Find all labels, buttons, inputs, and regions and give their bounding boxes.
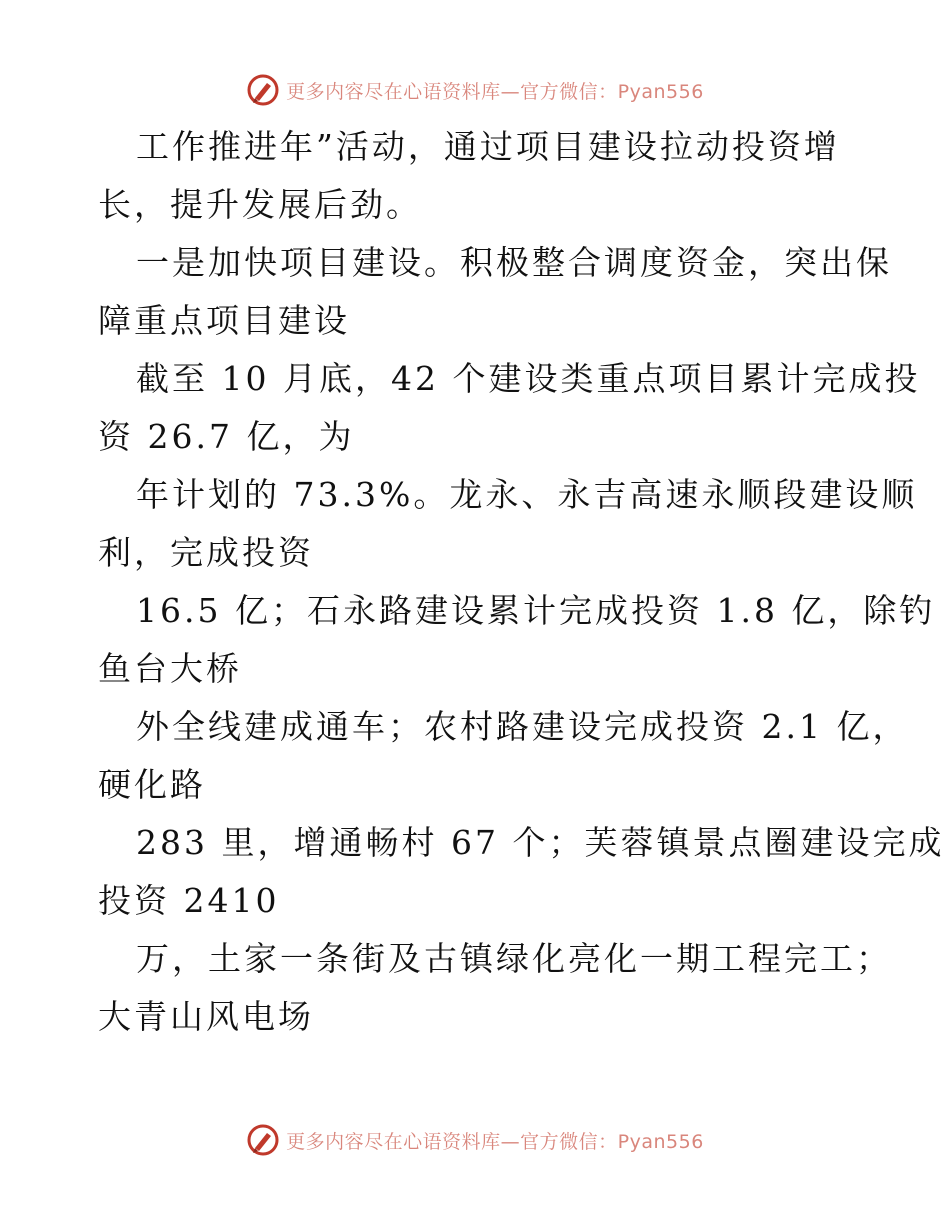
text-line: 工作推进年”活动，通过项目建设拉动投资增 (136, 127, 840, 166)
text-line: 一是加快项目建设。积极整合调度资金，突出保 (136, 243, 892, 282)
text-line: 长，提升发展后劲。 (98, 185, 422, 224)
document-body (98, 118, 945, 1046)
pen-logo-icon (246, 73, 280, 107)
text-line: 鱼台大桥 (98, 649, 242, 688)
text-line: 16.5 亿；石永路建设累计完成投资 1.8 亿，除钓 (136, 591, 936, 630)
pen-logo-icon (246, 1123, 280, 1157)
text-line: 资 26.7 亿，为 (98, 417, 355, 456)
text-line: 截至 10 月底，42 个建设类重点项目累计完成投 (136, 359, 921, 398)
text-line: 硬化路 (98, 765, 206, 804)
text-line: 大青山风电场 (98, 997, 314, 1036)
text-line: 年计划的 73.3%。龙永、永吉高速永顺段建设顺 (136, 475, 918, 514)
text-line: 283 里，增通畅村 67 个；芙蓉镇景点圈建设完成 (136, 823, 945, 862)
text-line: 障重点项目建设 (98, 301, 350, 340)
header-watermark (0, 70, 950, 110)
text-line: 投资 2410 (98, 881, 280, 920)
text-line: 外全线建成通车；农村路建设完成投资 2.1 亿， (136, 707, 909, 746)
footer-watermark (0, 1120, 950, 1160)
text-line: 利，完成投资 (98, 533, 314, 572)
text-line: 万，土家一条街及古镇绿化亮化一期工程完工； (136, 939, 892, 978)
watermark-text: 更多内容尽在心语资料库—官方微信：Pyan556 (286, 1130, 704, 1153)
watermark-text: 更多内容尽在心语资料库—官方微信：Pyan556 (286, 80, 704, 103)
